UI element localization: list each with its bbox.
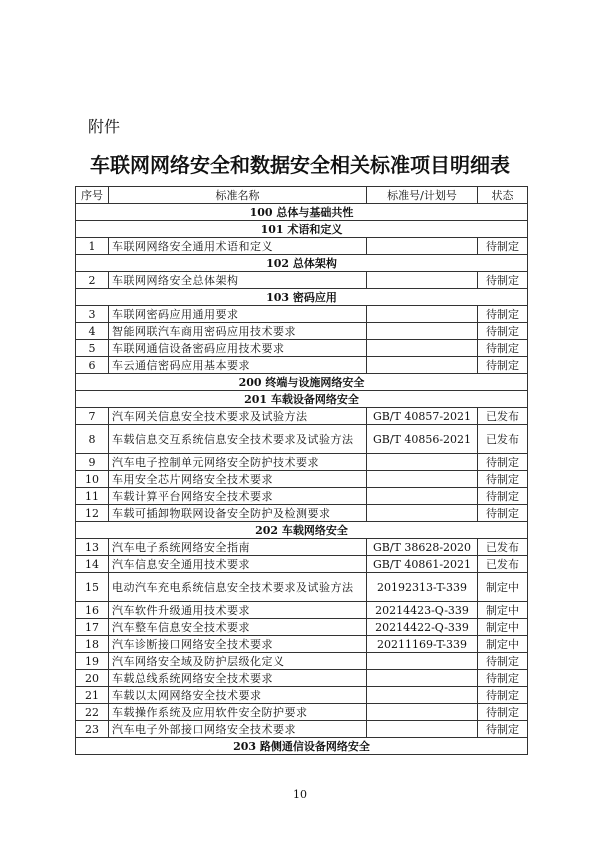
standard-code: 20214423-Q-339 bbox=[367, 602, 478, 619]
subcategory-header-row bbox=[76, 391, 528, 408]
standard-name: 车载操作系统及应用软件安全防护要求 bbox=[109, 704, 367, 721]
row-number: 12 bbox=[76, 505, 109, 522]
category-title: 200 终端与设施网络安全 bbox=[76, 374, 528, 391]
table-row bbox=[76, 408, 528, 425]
status-cell: 待制定 bbox=[478, 272, 528, 289]
table-body bbox=[76, 204, 528, 755]
standard-code bbox=[367, 357, 478, 374]
table-row bbox=[76, 619, 528, 636]
standard-code: 20211169-T-339 bbox=[367, 636, 478, 653]
status-cell: 待制定 bbox=[478, 340, 528, 357]
status-cell: 已发布 bbox=[478, 556, 528, 573]
row-number: 14 bbox=[76, 556, 109, 573]
status-cell: 制定中 bbox=[478, 619, 528, 636]
status-cell: 待制定 bbox=[478, 323, 528, 340]
row-number: 20 bbox=[76, 670, 109, 687]
subcategory-title: 202 车载网络安全 bbox=[76, 522, 528, 539]
table-row bbox=[76, 471, 528, 488]
status-cell: 待制定 bbox=[478, 488, 528, 505]
row-number: 22 bbox=[76, 704, 109, 721]
page-number: 10 bbox=[293, 788, 307, 801]
subcategory-header-row bbox=[76, 522, 528, 539]
table-row bbox=[76, 488, 528, 505]
table-row bbox=[76, 602, 528, 619]
table-row bbox=[76, 505, 528, 522]
standard-code bbox=[367, 505, 478, 522]
status-cell: 制定中 bbox=[478, 636, 528, 653]
status-cell: 待制定 bbox=[478, 704, 528, 721]
standard-code bbox=[367, 238, 478, 255]
row-number: 7 bbox=[76, 408, 109, 425]
category-header-row bbox=[76, 204, 528, 221]
standard-name: 车联网网络安全总体架构 bbox=[109, 272, 367, 289]
row-number: 4 bbox=[76, 323, 109, 340]
standard-name: 车云通信密码应用基本要求 bbox=[109, 357, 367, 374]
standard-code bbox=[367, 653, 478, 670]
standard-code bbox=[367, 323, 478, 340]
status-cell: 待制定 bbox=[478, 306, 528, 323]
status-cell: 已发布 bbox=[478, 408, 528, 425]
standard-code: GB/T 40857-2021 bbox=[367, 408, 478, 425]
table-row bbox=[76, 306, 528, 323]
column-header-status: 状态 bbox=[478, 187, 528, 204]
row-number: 5 bbox=[76, 340, 109, 357]
table-row bbox=[76, 704, 528, 721]
row-number: 19 bbox=[76, 653, 109, 670]
status-cell: 已发布 bbox=[478, 539, 528, 556]
standard-name: 车载可插卸物联网设备安全防护及检测要求 bbox=[109, 505, 367, 522]
standard-code: GB/T 40856-2021 bbox=[367, 425, 478, 454]
row-number: 11 bbox=[76, 488, 109, 505]
standard-name: 汽车诊断接口网络安全技术要求 bbox=[109, 636, 367, 653]
status-cell: 待制定 bbox=[478, 505, 528, 522]
status-cell: 待制定 bbox=[478, 653, 528, 670]
standard-code bbox=[367, 670, 478, 687]
status-cell: 已发布 bbox=[478, 425, 528, 454]
row-number: 23 bbox=[76, 721, 109, 738]
table-row bbox=[76, 539, 528, 556]
standard-name: 电动汽车充电系统信息安全技术要求及试验方法 bbox=[109, 573, 367, 602]
standard-code: GB/T 38628-2020 bbox=[367, 539, 478, 556]
standard-code bbox=[367, 340, 478, 357]
status-cell: 待制定 bbox=[478, 454, 528, 471]
standard-name: 汽车电子外部接口网络安全技术要求 bbox=[109, 721, 367, 738]
standard-name: 车载以太网网络安全技术要求 bbox=[109, 687, 367, 704]
status-cell: 待制定 bbox=[478, 721, 528, 738]
table-row bbox=[76, 721, 528, 738]
row-number: 8 bbox=[76, 425, 109, 454]
status-cell: 制定中 bbox=[478, 602, 528, 619]
standard-code: GB/T 40861-2021 bbox=[367, 556, 478, 573]
status-cell: 待制定 bbox=[478, 238, 528, 255]
column-header-number: 序号 bbox=[76, 187, 109, 204]
subcategory-header-row bbox=[76, 255, 528, 272]
table-row bbox=[76, 272, 528, 289]
standard-code bbox=[367, 306, 478, 323]
subcategory-header-row bbox=[76, 738, 528, 755]
standard-name: 车联网通信设备密码应用技术要求 bbox=[109, 340, 367, 357]
table-row bbox=[76, 454, 528, 471]
subcategory-title: 203 路侧通信设备网络安全 bbox=[76, 738, 528, 755]
standard-code: 20214422-Q-339 bbox=[367, 619, 478, 636]
standard-code bbox=[367, 272, 478, 289]
table-row bbox=[76, 670, 528, 687]
row-number: 2 bbox=[76, 272, 109, 289]
status-cell: 待制定 bbox=[478, 670, 528, 687]
category-title: 100 总体与基础共性 bbox=[76, 204, 528, 221]
standard-name: 汽车电子系统网络安全指南 bbox=[109, 539, 367, 556]
standard-code: 20192313-T-339 bbox=[367, 573, 478, 602]
status-cell: 待制定 bbox=[478, 357, 528, 374]
standard-name: 汽车网关信息安全技术要求及试验方法 bbox=[109, 408, 367, 425]
column-header-code: 标准号/计划号 bbox=[367, 187, 478, 204]
standard-code bbox=[367, 704, 478, 721]
standard-name: 智能网联汽车商用密码应用技术要求 bbox=[109, 323, 367, 340]
standard-name: 汽车信息安全通用技术要求 bbox=[109, 556, 367, 573]
row-number: 3 bbox=[76, 306, 109, 323]
table-row bbox=[76, 653, 528, 670]
table-header-row bbox=[76, 187, 528, 204]
row-number: 21 bbox=[76, 687, 109, 704]
status-cell: 制定中 bbox=[478, 573, 528, 602]
standard-name: 车联网网络安全通用术语和定义 bbox=[109, 238, 367, 255]
table-row bbox=[76, 425, 528, 454]
table-row bbox=[76, 238, 528, 255]
row-number: 10 bbox=[76, 471, 109, 488]
row-number: 1 bbox=[76, 238, 109, 255]
subcategory-title: 103 密码应用 bbox=[76, 289, 528, 306]
row-number: 6 bbox=[76, 357, 109, 374]
row-number: 9 bbox=[76, 454, 109, 471]
category-header-row bbox=[76, 374, 528, 391]
table-row bbox=[76, 357, 528, 374]
standard-name: 车用安全芯片网络安全技术要求 bbox=[109, 471, 367, 488]
standard-name: 汽车整车信息安全技术要求 bbox=[109, 619, 367, 636]
subcategory-title: 102 总体架构 bbox=[76, 255, 528, 272]
row-number: 15 bbox=[76, 573, 109, 602]
status-cell: 待制定 bbox=[478, 471, 528, 488]
standard-name: 车载信息交互系统信息安全技术要求及试验方法 bbox=[109, 425, 367, 454]
row-number: 16 bbox=[76, 602, 109, 619]
subcategory-header-row bbox=[76, 289, 528, 306]
table-row bbox=[76, 323, 528, 340]
table-row bbox=[76, 573, 528, 602]
subcategory-header-row bbox=[76, 221, 528, 238]
subcategory-title: 201 车载设备网络安全 bbox=[76, 391, 528, 408]
standard-name: 汽车网络安全域及防护层级化定义 bbox=[109, 653, 367, 670]
standard-name: 汽车电子控制单元网络安全防护技术要求 bbox=[109, 454, 367, 471]
table-row bbox=[76, 340, 528, 357]
standard-code bbox=[367, 721, 478, 738]
standard-name: 车载计算平台网络安全技术要求 bbox=[109, 488, 367, 505]
table-row bbox=[76, 687, 528, 704]
standard-code bbox=[367, 687, 478, 704]
standard-name: 车载总线系统网络安全技术要求 bbox=[109, 670, 367, 687]
column-header-name: 标准名称 bbox=[109, 187, 367, 204]
subcategory-title: 101 术语和定义 bbox=[76, 221, 528, 238]
standard-code bbox=[367, 471, 478, 488]
standard-code bbox=[367, 488, 478, 505]
standard-name: 汽车软件升级通用技术要求 bbox=[109, 602, 367, 619]
row-number: 18 bbox=[76, 636, 109, 653]
attachment-label: 附件 bbox=[88, 117, 121, 136]
standard-name: 车联网密码应用通用要求 bbox=[109, 306, 367, 323]
table-row bbox=[76, 556, 528, 573]
standards-table bbox=[75, 186, 528, 755]
document-title: 车联网网络安全和数据安全相关标准项目明细表 bbox=[90, 153, 510, 177]
row-number: 17 bbox=[76, 619, 109, 636]
standard-code bbox=[367, 454, 478, 471]
row-number: 13 bbox=[76, 539, 109, 556]
status-cell: 待制定 bbox=[478, 687, 528, 704]
table-row bbox=[76, 636, 528, 653]
